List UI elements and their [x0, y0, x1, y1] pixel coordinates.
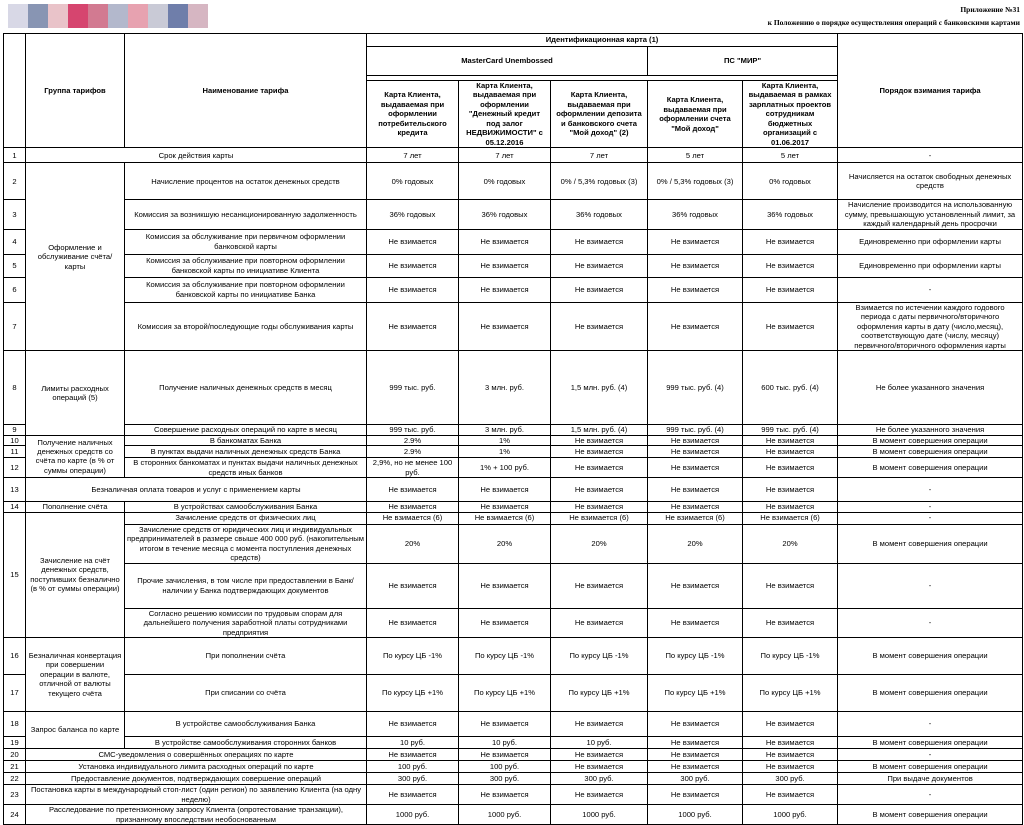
tariff-value: Не взимается (6) [551, 512, 648, 524]
tariff-value: 100 руб. [367, 761, 459, 773]
row-number: 16 [4, 638, 26, 675]
tariff-value: 999 тыс. руб. (4) [743, 425, 838, 435]
tariff-value: 3 млн. руб. [459, 425, 551, 435]
tariff-value: Не взимается [648, 563, 743, 608]
tariff-value: Не взимается [459, 712, 551, 737]
logo-block [48, 4, 68, 28]
tariff-value: Не взимается [459, 785, 551, 805]
row-number: 11 [4, 446, 26, 458]
tariff-name: Предоставление документов, подтверждающих совершение операций [26, 773, 367, 785]
header-card-type: Карта Клиента, выдаваемая в рамках зарплатных проектов сотрудникам бюджетных организаций с 01.06.2017 [743, 81, 838, 148]
charge-order: - [838, 277, 1023, 302]
row-number: 20 [4, 749, 26, 761]
tariff-name: Комиссия за возникшую несанкционированную задолженность [125, 200, 367, 229]
header-group-column: Группа тарифов [26, 34, 125, 148]
tariff-value: По курсу ЦБ -1% [459, 638, 551, 675]
charge-order: В момент совершения операции [838, 737, 1023, 749]
tariff-value: Не взимается [743, 785, 838, 805]
row-number: 18 [4, 712, 26, 737]
tariff-value: 0% годовых [743, 163, 838, 200]
tariff-value: 36% годовых [551, 200, 648, 229]
logo-block [148, 4, 168, 28]
tariff-value: 20% [367, 524, 459, 563]
tariff-value: Не взимается [367, 712, 459, 737]
tariff-value: По курсу ЦБ +1% [743, 675, 838, 712]
row-number: 4 [4, 229, 26, 254]
tariff-name: Постановка карты в международный стоп-лист (один регион) по заявлению Клиента (на одну неделю) [26, 785, 367, 805]
tariff-name: В пунктах выдачи наличных денежных средств Банка [125, 446, 367, 458]
charge-order: В момент совершения операции [838, 761, 1023, 773]
tariff-group: Безналичная конвертация при совершении операции в валюте, отличной от валюты текущего счёта [26, 638, 125, 712]
tariff-value: 36% годовых [459, 200, 551, 229]
charge-order: В момент совершения операции [838, 524, 1023, 563]
charge-order: В момент совершения операции [838, 638, 1023, 675]
tariff-value: 1000 руб. [648, 805, 743, 825]
tariff-name: В устройствах самообслуживания Банка [125, 502, 367, 512]
tariff-value: Не взимается [367, 277, 459, 302]
tariff-group: Зачисление на счёт денежных средств, поступивших безналично (в % от суммы операции) [26, 512, 125, 637]
tariff-value: 300 руб. [367, 773, 459, 785]
tariff-value: Не взимается [367, 749, 459, 761]
tariff-value: По курсу ЦБ -1% [648, 638, 743, 675]
tariff-value: Не взимается [648, 229, 743, 254]
row-number: 9 [4, 425, 26, 435]
tariff-value: Не взимается [648, 785, 743, 805]
tariff-value: 0% / 5,3% годовых (3) [648, 163, 743, 200]
tariff-value: Не взимается [648, 761, 743, 773]
charge-order: Начисляется на остаток свободных денежных средств [838, 163, 1023, 200]
tariff-value: 10 руб. [459, 737, 551, 749]
tariff-value: Не взимается [743, 277, 838, 302]
tariff-value: Не взимается [648, 277, 743, 302]
appendix-subtitle: к Положению о порядке осуществления операций с банковскими картами [767, 18, 1020, 27]
tariff-value: Не взимается [743, 737, 838, 749]
tariff-value: 3 млн. руб. [459, 351, 551, 425]
row-number: 7 [4, 302, 26, 350]
charge-order: - [838, 608, 1023, 637]
tariff-value: Не взимается [459, 302, 551, 350]
tariff-value: 0% годовых [459, 163, 551, 200]
tariff-value: Не взимается [743, 435, 838, 445]
tariff-name: СМС-уведомления о совершённых операциях по карте [26, 749, 367, 761]
tariff-name: Срок действия карты [26, 148, 367, 163]
tariff-value: 20% [743, 524, 838, 563]
row-number: 14 [4, 502, 26, 512]
tariff-value: Не взимается [648, 502, 743, 512]
tariff-value: 7 лет [459, 148, 551, 163]
tariff-group: Пополнение счёта [26, 502, 125, 512]
tariff-value: Не взимается [743, 478, 838, 502]
header-name-column: Наименование тарифа [125, 34, 367, 148]
row-number: 15 [4, 512, 26, 637]
tariff-value: 1% + 100 руб. [459, 458, 551, 478]
tariff-name: В устройстве самообслуживания Банка [125, 712, 367, 737]
tariff-name: Согласно решению комиссии по трудовым спорам для дальнейшего получения заработной платы сотрудниками предприятия [125, 608, 367, 637]
tariff-value: 10 руб. [551, 737, 648, 749]
tariff-value: Не взимается [648, 737, 743, 749]
tariff-value: Не взимается [551, 502, 648, 512]
tariff-value: Не взимается [459, 608, 551, 637]
tariff-value: Не взимается [648, 435, 743, 445]
tariff-value: 300 руб. [743, 773, 838, 785]
tariff-name: Совершение расходных операций по карте в месяц [125, 425, 367, 435]
tariff-value: 2.9% [367, 435, 459, 445]
row-number: 5 [4, 254, 26, 277]
tariff-value: 1% [459, 446, 551, 458]
tariff-value: 300 руб. [648, 773, 743, 785]
tariff-value: По курсу ЦБ +1% [367, 675, 459, 712]
charge-order: При выдаче документов [838, 773, 1023, 785]
tariff-value: Не взимается [743, 563, 838, 608]
charge-order: Начисление производится на использованную сумму, превышающую установленный лимит, за каждый календарный день просрочки [838, 200, 1023, 229]
tariff-name: В банкоматах Банка [125, 435, 367, 445]
header-mir: ПС "МИР" [648, 47, 838, 76]
row-number: 10 [4, 435, 26, 445]
tariff-value: Не взимается [367, 608, 459, 637]
row-number: 17 [4, 675, 26, 712]
tariff-value: Не взимается [551, 435, 648, 445]
tariff-value: Не взимается [551, 277, 648, 302]
tariff-value: Не взимается [367, 563, 459, 608]
tariff-value: 300 руб. [459, 773, 551, 785]
logo-block [188, 4, 208, 28]
tariff-name: Расследование по претензионному запросу Клиента (опротестование транзакции), признанному впоследствии необоснованным [26, 805, 367, 825]
charge-order: В момент совершения операции [838, 458, 1023, 478]
charge-order: Не более указанного значения [838, 425, 1023, 435]
tariff-value: По курсу ЦБ -1% [551, 638, 648, 675]
tariff-value: 7 лет [367, 148, 459, 163]
tariff-name: Прочие зачисления, в том числе при предоставлении в Банк/ наличии у Банка подтверждающих документов [125, 563, 367, 608]
tariff-value: Не взимается [367, 302, 459, 350]
tariff-value: Не взимается [367, 478, 459, 502]
bank-logo [8, 4, 208, 28]
tariff-group: Получение наличных денежных средств со счёта по карте (в % от суммы операции) [26, 435, 125, 477]
tariff-value: Не взимается [648, 712, 743, 737]
charge-order: В момент совершения операции [838, 675, 1023, 712]
row-number: 23 [4, 785, 26, 805]
tariff-value: 300 руб. [551, 773, 648, 785]
charge-order: Взимается по истечении каждого годового периода с даты первичного/вторичного оформления карты в дату (число,месяц), соответствующую дате (числу, месяцу) первичного/вторичного оформления карты [838, 302, 1023, 350]
row-number: 24 [4, 805, 26, 825]
tariff-value: По курсу ЦБ +1% [648, 675, 743, 712]
tariff-name: Комиссия за второй/последующие годы обслуживания карты [125, 302, 367, 350]
tariff-value: 7 лет [551, 148, 648, 163]
tariff-value: 20% [551, 524, 648, 563]
tariff-value: Не взимается [551, 785, 648, 805]
header-card-type: Карта Клиента, выдаваемая при оформлении потребительского кредита [367, 81, 459, 148]
document-header [768, 3, 1020, 29]
row-number: 6 [4, 277, 26, 302]
tariff-value: Не взимается [551, 446, 648, 458]
tariff-name: Установка индивидуального лимита расходных операций по карте [26, 761, 367, 773]
tariff-name: В устройстве самообслуживания сторонних банков [125, 737, 367, 749]
appendix-title: Приложение №31 [960, 5, 1020, 14]
tariff-value: Не взимается (6) [459, 512, 551, 524]
tariff-value: 36% годовых [648, 200, 743, 229]
header-card-type: Карта Клиента, выдаваемая при оформлении счета "Мой доход" [648, 81, 743, 148]
tariff-value: По курсу ЦБ -1% [743, 638, 838, 675]
tariff-group: Лимиты расходных операций (5) [26, 351, 125, 435]
tariff-value: 20% [459, 524, 551, 563]
tariff-value: 0% годовых [367, 163, 459, 200]
tariff-value: Не взимается [551, 749, 648, 761]
row-number: 12 [4, 458, 26, 478]
tariff-value: Не взимается [743, 502, 838, 512]
tariff-value: 1000 руб. [551, 805, 648, 825]
logo-block [128, 4, 148, 28]
tariff-value: 1000 руб. [743, 805, 838, 825]
tariff-value: Не взимается [743, 608, 838, 637]
tariff-value: 100 руб. [459, 761, 551, 773]
tariff-value: Не взимается [743, 446, 838, 458]
row-number: 13 [4, 478, 26, 502]
tariff-value: 1000 руб. [459, 805, 551, 825]
tariff-value: 2.9% [367, 446, 459, 458]
tariff-name: Комиссия за обслуживание при повторном оформлении банковской карты по инициативе Банка [125, 277, 367, 302]
logo-block [68, 4, 88, 28]
tariff-value: Не взимается (6) [743, 512, 838, 524]
charge-order: Единовременно при оформлении карты [838, 229, 1023, 254]
tariff-value: Не взимается [648, 478, 743, 502]
tariff-value: Не взимается [551, 478, 648, 502]
tariff-value: Не взимается [367, 502, 459, 512]
tariff-value: Не взимается [459, 277, 551, 302]
tariff-value: Не взимается [743, 254, 838, 277]
tariff-value: Не взимается [743, 229, 838, 254]
tariff-name: При списании со счёта [125, 675, 367, 712]
tariff-value: 999 тыс. руб. [367, 351, 459, 425]
tariff-value: Не взимается [367, 254, 459, 277]
tariff-value: 10 руб. [367, 737, 459, 749]
tariff-value: Не взимается [743, 749, 838, 761]
charge-order: - [838, 148, 1023, 163]
tariff-name: Комиссия за обслуживание при повторном оформлении банковской карты по инициативе Клиента [125, 254, 367, 277]
tariff-value: Не взимается [648, 446, 743, 458]
tariff-value: Не взимается [459, 478, 551, 502]
logo-block [28, 4, 48, 28]
tariff-value: По курсу ЦБ +1% [459, 675, 551, 712]
tariff-value: Не взимается [551, 563, 648, 608]
tariff-value: Не взимается [551, 302, 648, 350]
tariff-value: 999 тыс. руб. [367, 425, 459, 435]
tariff-value: 1,5 млн. руб. (4) [551, 351, 648, 425]
row-number: 2 [4, 163, 26, 200]
logo-block [168, 4, 188, 28]
tariff-name: Зачисление средств от юридических лиц и индивидуальных предпринимателей в размере свыше 400 000 руб. (накопительным итогом в течение месяца с момента поступления денежных средств) [125, 524, 367, 563]
tariff-value: 1000 руб. [367, 805, 459, 825]
tariff-value: Не взимается [648, 608, 743, 637]
tariff-value: Не взимается [648, 254, 743, 277]
tariff-value: Не взимается [459, 254, 551, 277]
tariff-name: В сторонних банкоматах и пунктах выдачи наличных денежных средств иных банков [125, 458, 367, 478]
charge-order: В момент совершения операции [838, 446, 1023, 458]
charge-order: - [838, 785, 1023, 805]
logo-block [88, 4, 108, 28]
tariff-name: Безналичная оплата товаров и услуг с применением карты [26, 478, 367, 502]
tariff-value: Не взимается [743, 712, 838, 737]
charge-order: Не более указанного значения [838, 351, 1023, 425]
tariff-value: 36% годовых [743, 200, 838, 229]
charge-order: - [838, 502, 1023, 512]
tariff-value: Не взимается [743, 458, 838, 478]
tariff-name: При пополнении счёта [125, 638, 367, 675]
tariff-value: Не взимается [648, 458, 743, 478]
tariff-value: 999 тыс. руб. (4) [648, 351, 743, 425]
tariff-value: Не взимается [551, 229, 648, 254]
tariff-value: 1% [459, 435, 551, 445]
tariff-value: 20% [648, 524, 743, 563]
header-card-type: Карта Клиента, выдаваемая при оформлении "Денежный кредит под залог НЕДВИЖИМОСТИ" с 05.12.2016 [459, 81, 551, 148]
tariff-value: Не взимается [551, 254, 648, 277]
tariff-value: 5 лет [743, 148, 838, 163]
tariff-value: 0% / 5,3% годовых (3) [551, 163, 648, 200]
charge-order: Единовременно при оформлении карты [838, 254, 1023, 277]
row-number: 19 [4, 737, 26, 749]
charge-order: - [838, 563, 1023, 608]
tariff-value: Не взимается [551, 761, 648, 773]
tariff-value: По курсу ЦБ +1% [551, 675, 648, 712]
tariff-value: Не взимается [648, 749, 743, 761]
tariff-value: Не взимается [743, 761, 838, 773]
tariff-value: 5 лет [648, 148, 743, 163]
charge-order: - [838, 749, 1023, 761]
tariff-value: Не взимается [743, 302, 838, 350]
header-mastercard: MasterCard Unembossed [367, 47, 648, 76]
tariff-value: Не взимается [367, 229, 459, 254]
tariff-value: 600 тыс. руб. (4) [743, 351, 838, 425]
charge-order: В момент совершения операции [838, 805, 1023, 825]
logo-block [108, 4, 128, 28]
row-number: 1 [4, 148, 26, 163]
tariff-value: Не взимается [459, 563, 551, 608]
tariff-value: Не взимается [459, 502, 551, 512]
header-corner [4, 34, 26, 148]
tariff-value: Не взимается (6) [648, 512, 743, 524]
charge-order: - [838, 712, 1023, 737]
tariff-value: Не взимается [459, 749, 551, 761]
header-card-type: Карта Клиента, выдаваемая при оформлении депозита и банковского счета "Мой доход" (2) [551, 81, 648, 148]
header-order-column: Порядок взимания тарифа [838, 34, 1023, 148]
tariff-value: Не взимается [551, 712, 648, 737]
tariff-value: По курсу ЦБ -1% [367, 638, 459, 675]
tariff-value: Не взимается [551, 458, 648, 478]
tariff-name: Получение наличных денежных средств в месяц [125, 351, 367, 425]
tariff-value: 999 тыс. руб. (4) [648, 425, 743, 435]
tariff-group: Запрос баланса по карте [26, 712, 125, 749]
tariff-value: Не взимается [648, 302, 743, 350]
header-id-card: Идентификационная карта (1) [367, 34, 838, 47]
charge-order: В момент совершения операции [838, 435, 1023, 445]
tariff-name: Зачисление средств от физических лиц [125, 512, 367, 524]
tariff-value: 36% годовых [367, 200, 459, 229]
logo-block [8, 4, 28, 28]
row-number: 22 [4, 773, 26, 785]
tariff-name: Комиссия за обслуживание при первичном оформлении банковской карты [125, 229, 367, 254]
charge-order: - [838, 478, 1023, 502]
tariff-value: 2,9%, но не менее 100 руб. [367, 458, 459, 478]
tariff-value: Не взимается [459, 229, 551, 254]
charge-order: - [838, 512, 1023, 524]
tariff-value: Не взимается [551, 608, 648, 637]
row-number: 3 [4, 200, 26, 229]
tariff-table [3, 33, 1023, 825]
tariff-value: Не взимается [367, 785, 459, 805]
row-number: 21 [4, 761, 26, 773]
tariff-value: 1,5 млн. руб. (4) [551, 425, 648, 435]
tariff-group: Оформление и обслуживание счёта/карты [26, 163, 125, 351]
tariff-value: Не взимается (6) [367, 512, 459, 524]
tariff-name: Начисление процентов на остаток денежных средств [125, 163, 367, 200]
row-number: 8 [4, 351, 26, 425]
